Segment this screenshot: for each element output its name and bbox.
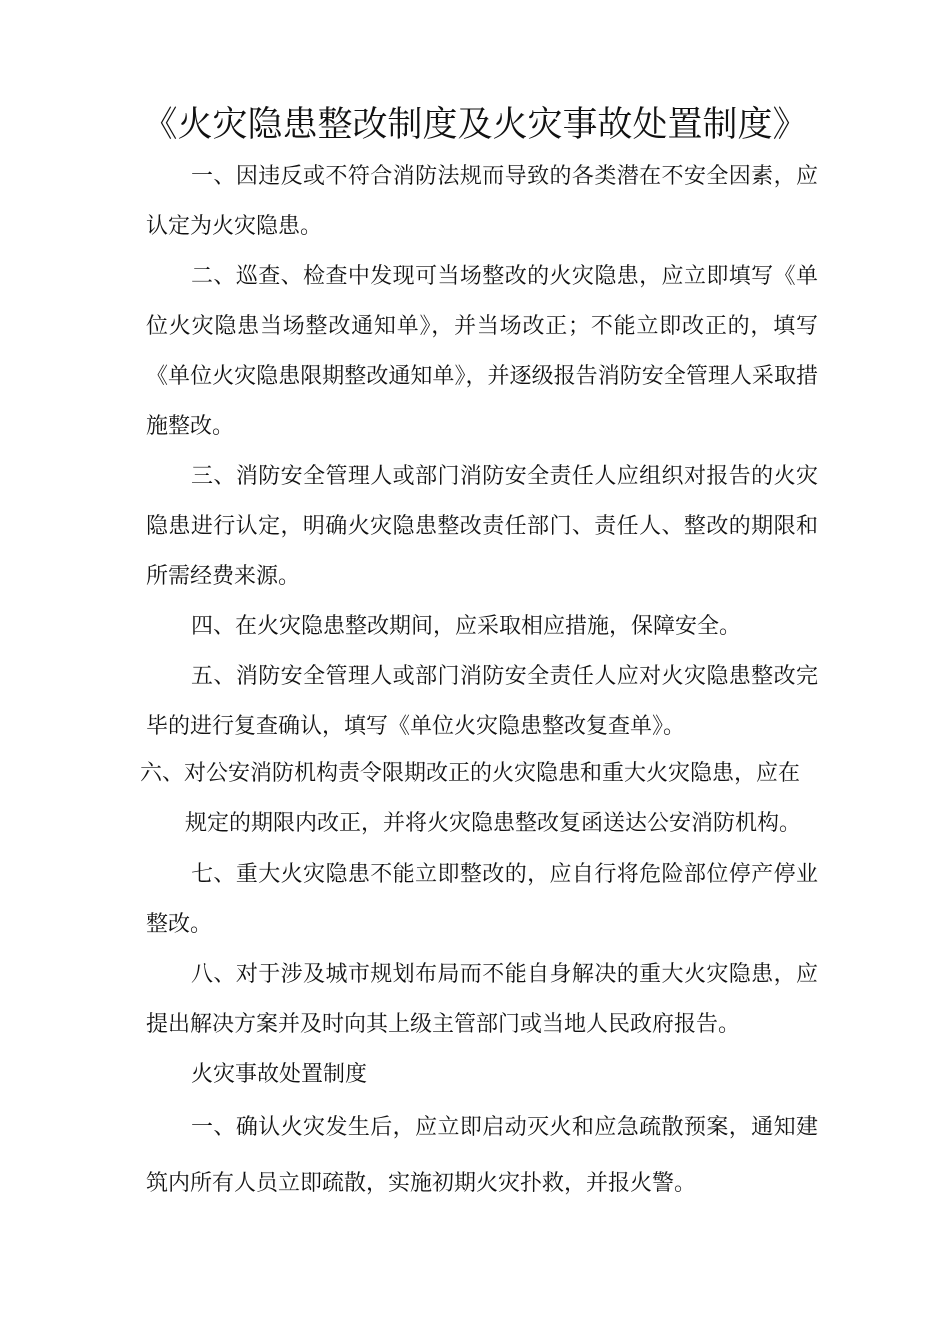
paragraph-5: 五、消防安全管理人或部门消防安全责任人应对火灾隐患整改完毕的进行复查确认，填写《单位火灾隐患整改复查单》。 <box>146 664 818 739</box>
paragraph-4: 四、在火灾隐患整改期间，应采取相应措施，保障安全。 <box>191 614 742 639</box>
paragraph-8: 八、对于涉及城市规划布局而不能自身解决的重大火灾隐患，应提出解决方案并及时向其上级主管部门或当地人民政府报告。 <box>146 962 818 1037</box>
paragraph-6-continuation: 规定的期限内改正，并将火灾隐患整改复函送达公安消防机构。 <box>185 811 802 836</box>
document-title: 《火灾隐患整改制度及火灾事故处置制度》 <box>142 105 808 145</box>
paragraph-2: 二、巡查、检查中发现可当场整改的火灾隐患，应立即填写《单位火灾隐患当场整改通知单》，并当场改正；不能立即改正的，填写《单位火灾隐患限期整改通知单》，并逐级报告消防安全管理人采取措施整改。 <box>146 264 818 439</box>
section-paragraph-1: 一、确认火灾发生后，应立即启动灭火和应急疏散预案，通知建筑内所有人员立即疏散，实施初期火灾扑救，并报火警。 <box>146 1115 818 1196</box>
paragraph-7: 七、重大火灾隐患不能立即整改的，应自行将危险部位停产停业整改。 <box>146 862 818 937</box>
paragraph-6-first-line: 六、对公安消防机构责令限期改正的火灾隐患和重大火灾隐患，应在 <box>140 761 801 786</box>
section-heading: 火灾事故处置制度 <box>191 1062 368 1087</box>
paragraph-1: 一、因违反或不符合消防法规而导致的各类潜在不安全因素，应认定为火灾隐患。 <box>146 164 818 239</box>
paragraph-6 <box>140 749 820 849</box>
paragraph-3: 三、消防安全管理人或部门消防安全责任人应组织对报告的火灾隐患进行认定，明确火灾隐患整改责任部门、责任人、整改的期限和所需经费来源。 <box>146 464 818 589</box>
